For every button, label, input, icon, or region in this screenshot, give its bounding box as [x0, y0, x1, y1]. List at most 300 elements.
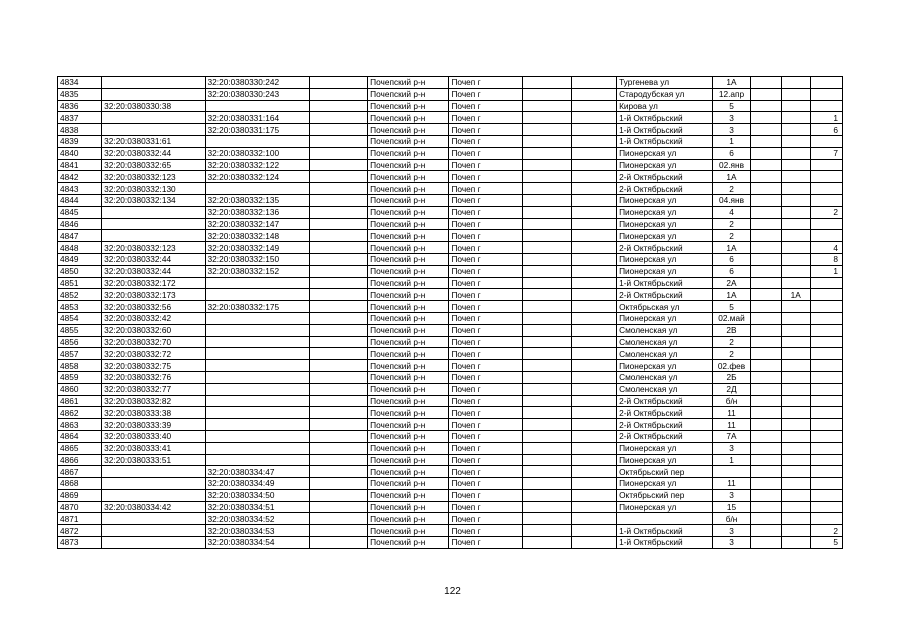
- cell-street: Пионерская ул: [617, 253, 713, 265]
- table-row: [58, 360, 843, 372]
- cell-district: Почепский р-н: [368, 135, 449, 147]
- cell-cadastral-number-building: 32:20:0380332:136: [205, 206, 309, 218]
- cell-city: Почеп г: [449, 88, 522, 100]
- cell-row-number: 4846: [58, 218, 102, 230]
- cell-extra-col-4: [750, 147, 781, 159]
- cell-extra-col-6: [810, 336, 842, 348]
- cell-city: Почеп г: [449, 371, 522, 383]
- cell-extra-col-3: [571, 171, 616, 183]
- cell-street: 2-й Октябрьский: [617, 171, 713, 183]
- cell-extra-col-3: [571, 265, 616, 277]
- cell-extra-col-6: [810, 194, 842, 206]
- cell-extra-col-3: [571, 277, 616, 289]
- cell-cadastral-number-parcel: 32:20:0380332:70: [102, 336, 205, 348]
- cell-row-number: 4856: [58, 336, 102, 348]
- cell-district: Почепский р-н: [368, 395, 449, 407]
- table-row: [58, 489, 843, 501]
- cell-extra-col-1: [309, 324, 367, 336]
- cell-extra-col-2: [522, 489, 571, 501]
- cell-cadastral-number-building: 32:20:0380334:47: [205, 466, 309, 478]
- cell-cadastral-number-parcel: 32:20:0380332:123: [102, 171, 205, 183]
- cell-extra-col-2: [522, 430, 571, 442]
- cell-extra-col-2: [522, 407, 571, 419]
- cell-extra-col-1: [309, 537, 367, 549]
- cell-row-number: 4850: [58, 265, 102, 277]
- cell-city: Почеп г: [449, 159, 522, 171]
- cell-city: Почеп г: [449, 100, 522, 112]
- cell-city: Почеп г: [449, 383, 522, 395]
- cell-extra-col-3: [571, 112, 616, 124]
- cell-extra-col-3: [571, 348, 616, 360]
- cell-extra-col-2: [522, 301, 571, 313]
- cell-extra-col-4: [750, 466, 781, 478]
- cell-house-number: б/н: [713, 513, 750, 525]
- cell-extra-col-4: [750, 171, 781, 183]
- cell-cadastral-number-building: 32:20:0380334:49: [205, 478, 309, 490]
- cell-cadastral-number-parcel: 32:20:0380333:41: [102, 442, 205, 454]
- table-row: [58, 135, 843, 147]
- cell-row-number: 4851: [58, 277, 102, 289]
- cell-extra-col-5: [781, 194, 810, 206]
- cell-cadastral-number-building: 32:20:0380334:54: [205, 537, 309, 549]
- cell-extra-col-6: [810, 171, 842, 183]
- cell-extra-col-1: [309, 183, 367, 195]
- cell-street: Пионерская ул: [617, 159, 713, 171]
- cell-extra-col-5: [781, 100, 810, 112]
- cell-extra-col-5: [781, 135, 810, 147]
- cell-extra-col-3: [571, 194, 616, 206]
- cell-street: Пионерская ул: [617, 442, 713, 454]
- cell-district: Почепский р-н: [368, 100, 449, 112]
- cell-house-number: 2: [713, 348, 750, 360]
- table-row: [58, 183, 843, 195]
- cell-extra-col-4: [750, 159, 781, 171]
- cell-cadastral-number-building: [205, 407, 309, 419]
- cell-cadastral-number-building: 32:20:0380332:122: [205, 159, 309, 171]
- cell-extra-col-1: [309, 312, 367, 324]
- cell-extra-col-6: 5: [810, 537, 842, 549]
- cell-extra-col-2: [522, 100, 571, 112]
- cell-cadastral-number-parcel: 32:20:0380332:172: [102, 277, 205, 289]
- table-row: [58, 348, 843, 360]
- table-row: [58, 395, 843, 407]
- cell-cadastral-number-parcel: 32:20:0380332:44: [102, 147, 205, 159]
- cell-house-number: 1А: [713, 289, 750, 301]
- table-row: [58, 371, 843, 383]
- registry-table: [57, 76, 843, 549]
- cell-city: Почеп г: [449, 430, 522, 442]
- cell-extra-col-4: [750, 253, 781, 265]
- cell-district: Почепский р-н: [368, 77, 449, 89]
- cell-cadastral-number-building: [205, 183, 309, 195]
- cell-house-number: 1А: [713, 171, 750, 183]
- cell-extra-col-5: [781, 312, 810, 324]
- cell-cadastral-number-building: [205, 100, 309, 112]
- cell-extra-col-1: [309, 88, 367, 100]
- cell-house-number: 3: [713, 525, 750, 537]
- cell-extra-col-1: [309, 253, 367, 265]
- cell-extra-col-4: [750, 383, 781, 395]
- cell-extra-col-1: [309, 135, 367, 147]
- cell-extra-col-1: [309, 371, 367, 383]
- cell-house-number: 6: [713, 253, 750, 265]
- cell-street: 1-й Октябрьский: [617, 525, 713, 537]
- cell-cadastral-number-building: 32:20:0380332:148: [205, 230, 309, 242]
- table-row: [58, 171, 843, 183]
- cell-extra-col-3: [571, 537, 616, 549]
- cell-city: Почеп г: [449, 124, 522, 136]
- cell-extra-col-6: [810, 430, 842, 442]
- cell-extra-col-1: [309, 513, 367, 525]
- cell-cadastral-number-building: 32:20:0380331:175: [205, 124, 309, 136]
- cell-house-number: 6: [713, 147, 750, 159]
- cell-cadastral-number-parcel: [102, 77, 205, 89]
- cell-cadastral-number-building: [205, 289, 309, 301]
- cell-cadastral-number-building: [205, 395, 309, 407]
- cell-extra-col-5: [781, 218, 810, 230]
- table-row: [58, 454, 843, 466]
- cell-extra-col-6: [810, 324, 842, 336]
- table-row: [58, 77, 843, 89]
- cell-extra-col-5: [781, 171, 810, 183]
- cell-cadastral-number-building: 32:20:0380330:242: [205, 77, 309, 89]
- cell-row-number: 4848: [58, 242, 102, 254]
- cell-extra-col-3: [571, 77, 616, 89]
- cell-extra-col-1: [309, 159, 367, 171]
- cell-extra-col-5: [781, 324, 810, 336]
- cell-extra-col-2: [522, 218, 571, 230]
- cell-house-number: 3: [713, 442, 750, 454]
- table-row: [58, 419, 843, 431]
- cell-extra-col-1: [309, 206, 367, 218]
- cell-extra-col-2: [522, 478, 571, 490]
- cell-extra-col-5: [781, 277, 810, 289]
- cell-row-number: 4869: [58, 489, 102, 501]
- cell-extra-col-6: 2: [810, 206, 842, 218]
- cell-extra-col-2: [522, 312, 571, 324]
- cell-city: Почеп г: [449, 183, 522, 195]
- cell-street: 1-й Октябрьский: [617, 112, 713, 124]
- cell-extra-col-6: 1: [810, 112, 842, 124]
- cell-extra-col-3: [571, 218, 616, 230]
- cell-extra-col-2: [522, 395, 571, 407]
- cell-street: Октябрьский пер: [617, 466, 713, 478]
- cell-cadastral-number-building: 32:20:0380332:147: [205, 218, 309, 230]
- cell-district: Почепский р-н: [368, 442, 449, 454]
- cell-extra-col-5: [781, 265, 810, 277]
- cell-extra-col-4: [750, 442, 781, 454]
- cell-extra-col-2: [522, 171, 571, 183]
- cell-street: Пионерская ул: [617, 360, 713, 372]
- cell-extra-col-5: [781, 513, 810, 525]
- cell-extra-col-1: [309, 277, 367, 289]
- cell-street: 2-й Октябрьский: [617, 430, 713, 442]
- cell-extra-col-2: [522, 525, 571, 537]
- cell-city: Почеп г: [449, 265, 522, 277]
- cell-street: 1-й Октябрьский: [617, 277, 713, 289]
- cell-district: Почепский р-н: [368, 159, 449, 171]
- cell-extra-col-1: [309, 218, 367, 230]
- cell-row-number: 4858: [58, 360, 102, 372]
- cell-house-number: 2: [713, 218, 750, 230]
- cell-extra-col-2: [522, 206, 571, 218]
- cell-extra-col-3: [571, 513, 616, 525]
- cell-extra-col-5: [781, 501, 810, 513]
- cell-district: Почепский р-н: [368, 206, 449, 218]
- cell-city: Почеп г: [449, 112, 522, 124]
- cell-extra-col-2: [522, 135, 571, 147]
- cell-district: Почепский р-н: [368, 218, 449, 230]
- table-row: [58, 383, 843, 395]
- cell-cadastral-number-parcel: 32:20:0380332:134: [102, 194, 205, 206]
- cell-row-number: 4847: [58, 230, 102, 242]
- cell-district: Почепский р-н: [368, 466, 449, 478]
- cell-cadastral-number-building: [205, 312, 309, 324]
- cell-extra-col-1: [309, 124, 367, 136]
- cell-extra-col-6: [810, 454, 842, 466]
- cell-extra-col-2: [522, 124, 571, 136]
- cell-cadastral-number-parcel: 32:20:0380332:44: [102, 253, 205, 265]
- cell-extra-col-3: [571, 324, 616, 336]
- cell-extra-col-3: [571, 395, 616, 407]
- cell-cadastral-number-parcel: 32:20:0380332:60: [102, 324, 205, 336]
- cell-street: Пионерская ул: [617, 501, 713, 513]
- cell-extra-col-2: [522, 454, 571, 466]
- cell-cadastral-number-parcel: [102, 206, 205, 218]
- cell-extra-col-5: [781, 112, 810, 124]
- cell-extra-col-1: [309, 147, 367, 159]
- cell-extra-col-1: [309, 289, 367, 301]
- cell-row-number: 4870: [58, 501, 102, 513]
- cell-row-number: 4857: [58, 348, 102, 360]
- cell-extra-col-5: [781, 442, 810, 454]
- cell-cadastral-number-parcel: [102, 466, 205, 478]
- cell-extra-col-3: [571, 454, 616, 466]
- cell-cadastral-number-building: 32:20:0380332:150: [205, 253, 309, 265]
- cell-cadastral-number-parcel: 32:20:0380332:75: [102, 360, 205, 372]
- cell-district: Почепский р-н: [368, 525, 449, 537]
- cell-cadastral-number-parcel: [102, 230, 205, 242]
- cell-city: Почеп г: [449, 336, 522, 348]
- cell-cadastral-number-parcel: 32:20:0380330:38: [102, 100, 205, 112]
- cell-street: Пионерская ул: [617, 194, 713, 206]
- cell-row-number: 4861: [58, 395, 102, 407]
- cell-extra-col-6: 4: [810, 242, 842, 254]
- table-row: [58, 513, 843, 525]
- cell-extra-col-1: [309, 360, 367, 372]
- cell-row-number: 4873: [58, 537, 102, 549]
- cell-cadastral-number-building: 32:20:0380332:124: [205, 171, 309, 183]
- cell-cadastral-number-building: 32:20:0380334:53: [205, 525, 309, 537]
- cell-extra-col-5: [781, 383, 810, 395]
- cell-extra-col-1: [309, 454, 367, 466]
- cell-row-number: 4864: [58, 430, 102, 442]
- cell-cadastral-number-parcel: 32:20:0380332:173: [102, 289, 205, 301]
- cell-extra-col-3: [571, 360, 616, 372]
- cell-row-number: 4852: [58, 289, 102, 301]
- cell-city: Почеп г: [449, 360, 522, 372]
- cell-extra-col-6: 1: [810, 265, 842, 277]
- cell-row-number: 4841: [58, 159, 102, 171]
- cell-extra-col-4: [750, 100, 781, 112]
- cell-cadastral-number-parcel: 32:20:0380332:44: [102, 265, 205, 277]
- cell-street: Пионерская ул: [617, 478, 713, 490]
- cell-district: Почепский р-н: [368, 277, 449, 289]
- cell-extra-col-3: [571, 466, 616, 478]
- cell-cadastral-number-parcel: 32:20:0380333:39: [102, 419, 205, 431]
- cell-extra-col-4: [750, 348, 781, 360]
- cell-street: 2-й Октябрьский: [617, 183, 713, 195]
- cell-extra-col-5: [781, 466, 810, 478]
- cell-city: Почеп г: [449, 135, 522, 147]
- cell-street: 1-й Октябрьский: [617, 537, 713, 549]
- table-row: [58, 301, 843, 313]
- cell-extra-col-2: [522, 147, 571, 159]
- cell-cadastral-number-building: 32:20:0380334:52: [205, 513, 309, 525]
- cell-extra-col-6: [810, 277, 842, 289]
- cell-city: Почеп г: [449, 77, 522, 89]
- cell-extra-col-2: [522, 277, 571, 289]
- cell-extra-col-4: [750, 88, 781, 100]
- cell-cadastral-number-parcel: 32:20:0380332:42: [102, 312, 205, 324]
- cell-extra-col-2: [522, 183, 571, 195]
- cell-row-number: 4855: [58, 324, 102, 336]
- cell-extra-col-5: [781, 88, 810, 100]
- cell-district: Почепский р-н: [368, 289, 449, 301]
- cell-cadastral-number-building: 32:20:0380332:175: [205, 301, 309, 313]
- cell-cadastral-number-building: [205, 454, 309, 466]
- table-row: [58, 525, 843, 537]
- cell-extra-col-4: [750, 183, 781, 195]
- cell-house-number: 1: [713, 135, 750, 147]
- cell-house-number: 2Б: [713, 371, 750, 383]
- cell-extra-col-6: [810, 371, 842, 383]
- cell-extra-col-3: [571, 242, 616, 254]
- cell-extra-col-3: [571, 489, 616, 501]
- cell-extra-col-1: [309, 301, 367, 313]
- cell-extra-col-6: [810, 419, 842, 431]
- table-row: [58, 124, 843, 136]
- cell-city: Почеп г: [449, 419, 522, 431]
- table-row: [58, 478, 843, 490]
- cell-extra-col-6: [810, 218, 842, 230]
- cell-extra-col-1: [309, 112, 367, 124]
- cell-row-number: 4859: [58, 371, 102, 383]
- cell-extra-col-5: [781, 360, 810, 372]
- cell-house-number: 3: [713, 537, 750, 549]
- cell-street: 1-й Октябрьский: [617, 135, 713, 147]
- cell-extra-col-5: [781, 454, 810, 466]
- cell-house-number: 7А: [713, 430, 750, 442]
- cell-house-number: 2: [713, 230, 750, 242]
- cell-house-number: 11: [713, 407, 750, 419]
- cell-cadastral-number-parcel: [102, 124, 205, 136]
- cell-city: Почеп г: [449, 454, 522, 466]
- table-row: [58, 230, 843, 242]
- cell-city: Почеп г: [449, 478, 522, 490]
- cell-house-number: [713, 466, 750, 478]
- cell-extra-col-2: [522, 112, 571, 124]
- cell-district: Почепский р-н: [368, 312, 449, 324]
- cell-city: Почеп г: [449, 206, 522, 218]
- cell-city: Почеп г: [449, 277, 522, 289]
- cell-extra-col-6: [810, 88, 842, 100]
- cell-city: Почеп г: [449, 171, 522, 183]
- cell-cadastral-number-building: [205, 419, 309, 431]
- cell-extra-col-4: [750, 265, 781, 277]
- cell-cadastral-number-building: [205, 277, 309, 289]
- cell-extra-col-2: [522, 419, 571, 431]
- cell-house-number: 5: [713, 301, 750, 313]
- cell-extra-col-6: [810, 301, 842, 313]
- cell-city: Почеп г: [449, 253, 522, 265]
- cell-extra-col-6: [810, 360, 842, 372]
- cell-row-number: 4867: [58, 466, 102, 478]
- cell-house-number: 1: [713, 454, 750, 466]
- cell-extra-col-1: [309, 442, 367, 454]
- cell-extra-col-2: [522, 537, 571, 549]
- cell-extra-col-5: [781, 301, 810, 313]
- cell-extra-col-1: [309, 525, 367, 537]
- cell-extra-col-5: [781, 124, 810, 136]
- cell-district: Почепский р-н: [368, 336, 449, 348]
- cell-city: Почеп г: [449, 194, 522, 206]
- cell-house-number: 2: [713, 336, 750, 348]
- cell-extra-col-1: [309, 501, 367, 513]
- cell-district: Почепский р-н: [368, 478, 449, 490]
- cell-extra-col-3: [571, 336, 616, 348]
- cell-extra-col-2: [522, 159, 571, 171]
- cell-district: Почепский р-н: [368, 430, 449, 442]
- cell-district: Почепский р-н: [368, 112, 449, 124]
- cell-extra-col-6: 6: [810, 124, 842, 136]
- cell-extra-col-5: [781, 206, 810, 218]
- cell-extra-col-3: [571, 147, 616, 159]
- cell-street: 2-й Октябрьский: [617, 242, 713, 254]
- cell-extra-col-3: [571, 100, 616, 112]
- cell-district: Почепский р-н: [368, 88, 449, 100]
- cell-extra-col-3: [571, 289, 616, 301]
- cell-extra-col-3: [571, 478, 616, 490]
- cell-cadastral-number-parcel: 32:20:0380334:42: [102, 501, 205, 513]
- cell-extra-col-2: [522, 77, 571, 89]
- cell-street: Пионерская ул: [617, 230, 713, 242]
- cell-city: Почеп г: [449, 525, 522, 537]
- cell-extra-col-4: [750, 537, 781, 549]
- cell-cadastral-number-building: 32:20:0380331:164: [205, 112, 309, 124]
- cell-city: Почеп г: [449, 395, 522, 407]
- cell-extra-col-5: [781, 478, 810, 490]
- cell-cadastral-number-building: [205, 371, 309, 383]
- cell-extra-col-6: [810, 383, 842, 395]
- table-row: [58, 159, 843, 171]
- cell-extra-col-5: [781, 336, 810, 348]
- cell-district: Почепский р-н: [368, 324, 449, 336]
- cell-city: Почеп г: [449, 501, 522, 513]
- cell-cadastral-number-building: 32:20:0380332:100: [205, 147, 309, 159]
- cell-cadastral-number-building: [205, 383, 309, 395]
- cell-cadastral-number-building: 32:20:0380332:135: [205, 194, 309, 206]
- cell-street: Октябрьская ул: [617, 301, 713, 313]
- cell-row-number: 4835: [58, 88, 102, 100]
- cell-city: Почеп г: [449, 242, 522, 254]
- cell-district: Почепский р-н: [368, 124, 449, 136]
- cell-row-number: 4868: [58, 478, 102, 490]
- cell-row-number: 4863: [58, 419, 102, 431]
- cell-row-number: 4872: [58, 525, 102, 537]
- cell-house-number: 5: [713, 100, 750, 112]
- cell-extra-col-6: 2: [810, 525, 842, 537]
